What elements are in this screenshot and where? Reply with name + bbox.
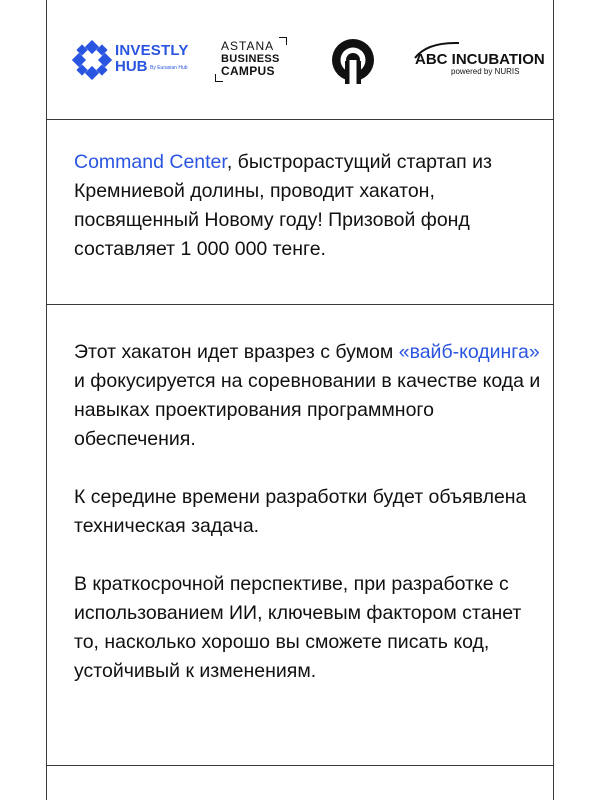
investly-hub-logo — [72, 40, 197, 82]
vibe-coding-highlight: «вайб-кодинга» — [398, 341, 540, 363]
bracket-corner-icon — [215, 74, 223, 82]
astana-line3: CAMPUS — [221, 64, 275, 78]
investly-hub-line2: HUB — [115, 58, 148, 75]
p1-before: Этот хакатон идет вразрез с бумом — [74, 341, 399, 363]
body-text — [74, 338, 544, 686]
astana-business-campus-logo — [217, 38, 291, 84]
left-border-line — [46, 0, 47, 800]
p1-after: и фокусируется на соревновании в качестве кода и навыках проектирования программного обеспечения. — [74, 370, 541, 450]
abc-incubation-title: ABC INCUBATION — [415, 51, 545, 68]
bracket-corner-icon — [279, 37, 287, 45]
right-border-line — [553, 0, 554, 800]
abc-incubation-logo — [415, 40, 545, 84]
investly-hub-line1: INVESTLY — [115, 42, 189, 59]
divider-line — [46, 765, 554, 766]
partner-logos — [47, 0, 553, 119]
abc-incubation-sub: powered by NURIS — [451, 67, 520, 76]
command-center-logo-icon — [329, 36, 377, 84]
paragraph-3: В краткосрочной перспективе, при разработке с использованием ИИ, ключевым фактором станет то, насколько хорошо вы сможете писать код, устойчивый к изменениям. — [74, 573, 522, 682]
astana-line2: BUSINESS — [221, 53, 280, 65]
investly-hub-sub: By Eurasian Hub — [150, 65, 188, 71]
intro-text: , быстрорастущий стартап из Кремниевой долины, проводит хакатон, посвященный Новому году! Призовой фонд составляет 1 000 000 тенге. — [74, 151, 492, 260]
divider-line — [46, 304, 554, 305]
astana-line1: ASTANA — [221, 39, 275, 53]
paragraph-2: К середине времени разработки будет объявлена техническая задача. — [74, 486, 527, 537]
paragraph-1 — [74, 338, 544, 454]
command-center-link: Command Center — [74, 151, 227, 173]
intro-paragraph — [74, 148, 544, 264]
investly-hub-icon — [72, 40, 112, 80]
divider-line — [46, 119, 554, 120]
